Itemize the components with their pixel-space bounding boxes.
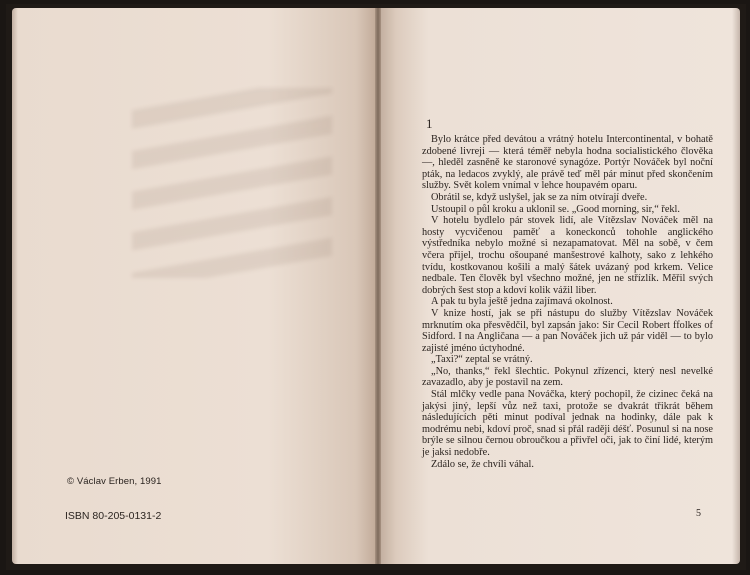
chapter-number: 1 xyxy=(426,116,433,131)
paragraph: Bylo krátce před devátou a vrátný hotelu Intercontinental, v bohatě zdobené livreji — která téměř nebyla hodna socialistického člověka —, hleděl zasněně ke staronové synagóze. Portýr Nováček byl noční pták, na ledacos zvyklý, ale právě teď měl pár minut před skončením služby. Svět kolem vnímal v lehce houpavém oparu. xyxy=(422,134,713,192)
paragraph: Ustoupil o půl kroku a uklonil se. „Good morning, sir,“ řekl. xyxy=(431,203,680,215)
paragraph: „Taxi?“ zeptal se vrátný. xyxy=(431,354,533,366)
left-page-edge xyxy=(12,8,18,564)
paragraph: Zdálo se, že chvíli váhal. xyxy=(431,458,534,470)
left-page xyxy=(12,8,378,564)
show-through-title xyxy=(132,88,332,278)
paragraph: Obrátil se, když uslyšel, jak se za ním otvírají dveře. xyxy=(431,191,648,203)
book-spread xyxy=(6,4,746,570)
copyright-notice: © Václav Erben, 1991 xyxy=(67,476,162,487)
chapter-body xyxy=(422,134,713,470)
paragraph: A pak tu byla ještě jedna zajímavá okolnost. xyxy=(431,296,613,308)
book-gutter xyxy=(375,8,381,564)
paragraph: „No, thanks,“ řekl šlechtic. Pokynul zřízenci, který nesl nevelké zavazadlo, aby je postavil na zem. xyxy=(422,365,713,389)
page-number: 5 xyxy=(696,508,701,519)
paragraph: V hotelu bydlelo pár stovek lidí, ale Vítězslav Nováček měl na hosty vycvičenou paměť a koneckonců tohohle anglického výstředníka nebylo možné si nezapamatovat. Měl na sobě, v čem včera přijel, trochu ošoupané manšestrové kalhoty, sako z lehkého tvídu, kostkovanou košili a malý šátek uvázaný pod krkem. Velice nedbale. Ten člověk byl všechno možné, jen ne střízlík. Měřil svých dobrých šest stop a kdoví kolik vážil liber. xyxy=(422,215,713,296)
paragraph: V knize hostí, jak se při nástupu do služby Vítězslav Nováček mrknutím oka přesvědčil, byl zapsán jako: Sir Cecil Robert ffolkes of Sidford. I na Angličana — a pan Nováček jich už pár viděl — to bylo zajisté jméno úctyhodné. xyxy=(422,307,713,354)
paragraph: Stál mlčky vedle pana Nováčka, který pochopil, že cizinec čeká na jakýsi jiný, lepší vůz než taxi, protože se dvakrát třikrát během následujících pěti minut podíval jednak na hodinky, dále pak k modrému nebi, kdoví proč, snad si přál raději déšť. Posunul si na nose brýle se silnou černou obroučkou a přivřel oči, jak to činí lidé, kterým je jaksi nedobře. xyxy=(422,389,713,459)
isbn-number: ISBN 80-205-0131-2 xyxy=(65,510,162,522)
right-page xyxy=(378,8,740,564)
right-page-edge xyxy=(732,8,740,564)
